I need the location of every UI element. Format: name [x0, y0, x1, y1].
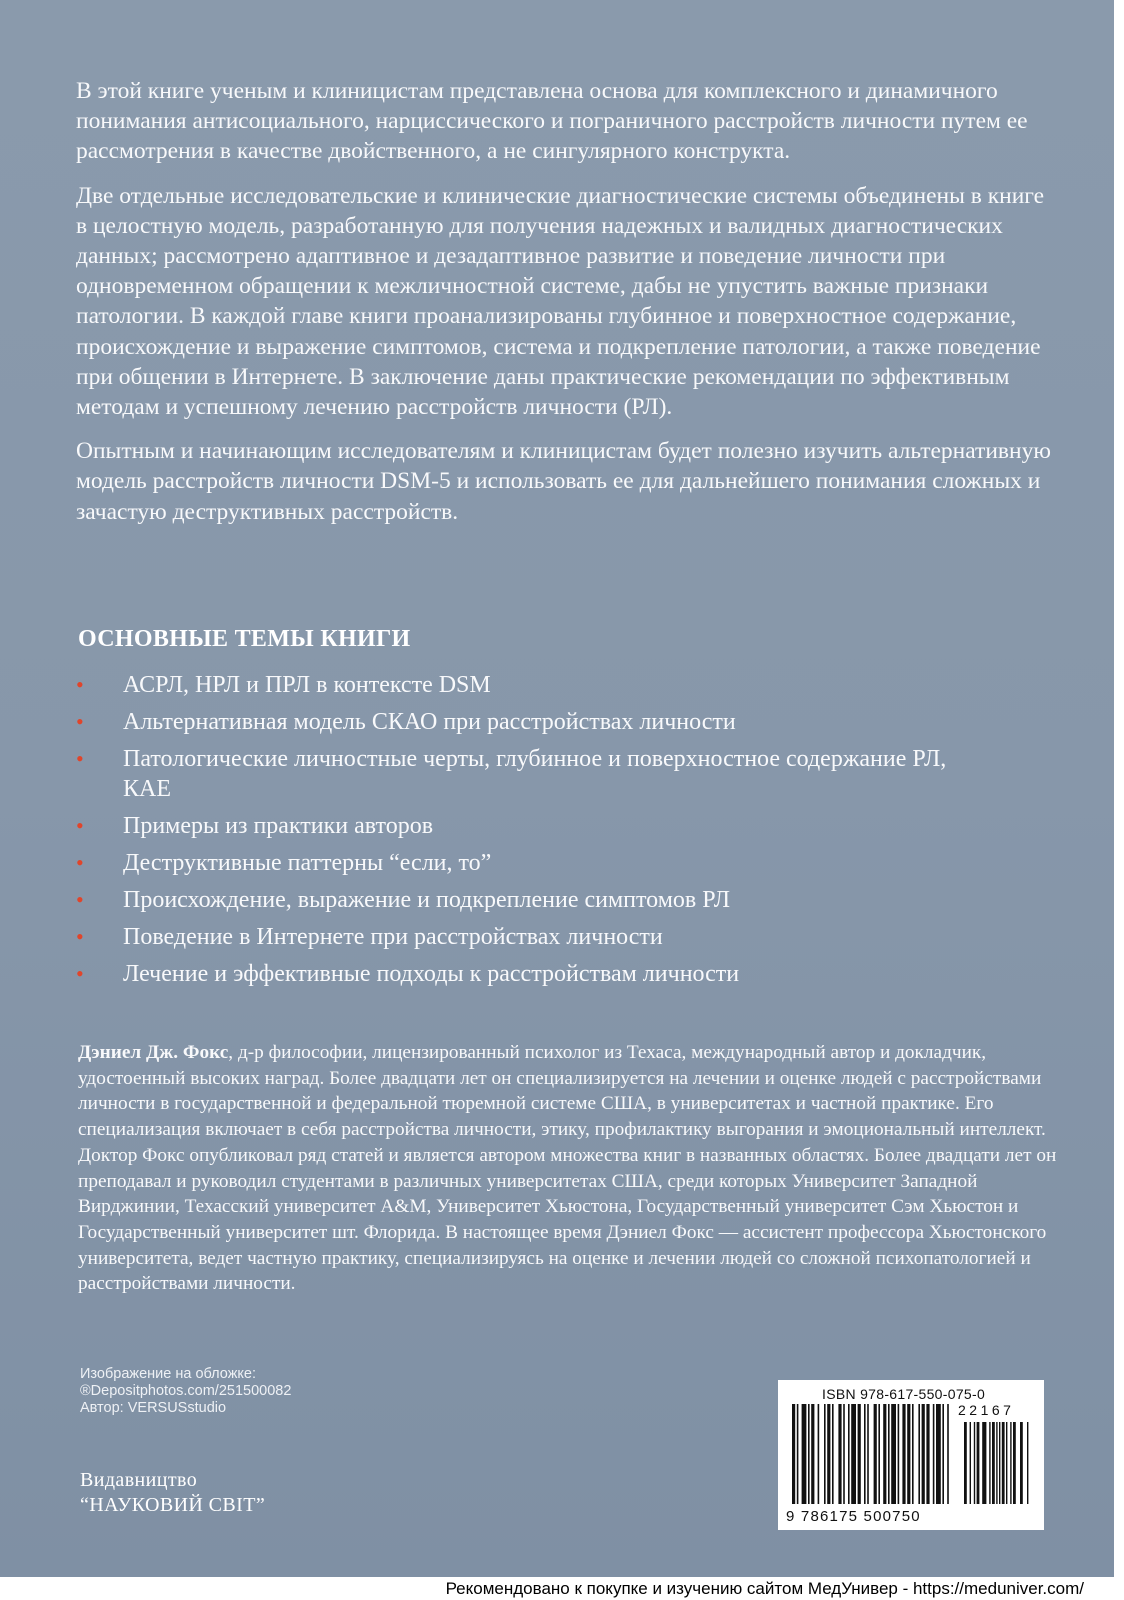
topic-item [76, 848, 976, 878]
isbn-barcode [778, 1380, 1044, 1530]
barcode-bar [843, 1404, 845, 1504]
barcode-bar [827, 1404, 830, 1504]
barcode-bar [878, 1404, 880, 1504]
barcode-bar [874, 1404, 877, 1504]
footer-text: Рекомендовано к покупке и изучению сайтом МедУнивер - https://meduniver.com/ [445, 1579, 1084, 1598]
barcode-bar [883, 1404, 886, 1504]
bullet-icon: • [76, 887, 84, 912]
barcode-addon-digits: 22167 [958, 1402, 1015, 1418]
topic-text: Патологические личностные черты, глубинное и поверхностное содержание РЛ, КАЕ [123, 746, 947, 802]
description [76, 76, 1056, 541]
topic-text: Альтернативная модель СКАО при расстройствах личности [123, 709, 736, 735]
barcode-bar [926, 1404, 929, 1504]
bullet-icon: • [76, 672, 84, 697]
barcode-addon-bar [1010, 1422, 1011, 1504]
credit-line: ®Depositphotos.com/251500082 [80, 1383, 292, 1399]
bullet-icon: • [76, 961, 84, 986]
publisher-name: “НАУКОВИЙ СВІТ” [80, 1494, 266, 1516]
footer-recommendation [0, 1577, 1124, 1600]
barcode-bar [888, 1404, 890, 1504]
barcode-bar [867, 1404, 869, 1504]
barcode-bar [848, 1404, 850, 1504]
barcode-bar [947, 1404, 949, 1504]
topic-item [76, 959, 976, 989]
barcode-bar [933, 1404, 935, 1504]
topic-item [76, 811, 976, 841]
bullet-icon: • [76, 924, 84, 949]
description-paragraph-3: Опытным и начинающим исследователям и клиницистам будет полезно изучить альтернативную модель расстройств личности DSM-5 и использовать ее для дальнейшего понимания сложных и зачастую деструктивных расстройств. [76, 438, 1051, 525]
description-paragraph-2: Две отдельные исследовательские и клинические диагностические системы объединены в книге в целостную модель, разработанную для получения надежных и валидных диагностических данных; рассмотрено адаптивное и дезадаптивное развитие и поведение личности при одновременном обращении к межличностной системе, дабы не упустить важные признаки патологии. В каждой главе книги проанализированы глубинное и поверхностное содержание, происхождение и выражение симптомов, система и подкрепление патологии, а также поведение при общении в Интернете. В заключение даны практические рекомендации по эффективным методам и успешному лечению расстройств личности (РЛ). [76, 182, 1045, 421]
barcode-addon-bar [977, 1422, 980, 1504]
credit-line: Изображение на обложке: [80, 1366, 257, 1382]
barcode-bar [838, 1404, 841, 1504]
author-bio-text: , д-р философии, лицензированный психолог из Техаса, международный автор и докладчик, удостоенный высоких наград. Более двадцати лет он специализируется на лечении и оценке людей с расстройствами личности в государственной и федеральной тюремной системе США, в университетах и частной практике. Его специализация включает в себя расстройства личности, этику, профилактику выгорания и эмоциональный интеллект. Доктор Фокс опубликовал ряд статей и является автором множества книг в названных областях. Более двадцати лет он преподавал и руководил студентами в различных университетах США, среди которых Университет Западной Вирджинии, Техасский университет A&M, Университет Хьюстона, Государственный университет Сэм Хьюстон и Государственный университет шт. Флорида. В настоящее время Дэниел Фокс — ассистент профессора Хьюстонского университета, ведет частную практику, специализируясь на оценке и лечении людей со сложной психопатологией и расстройствами личности. [78, 1042, 1057, 1295]
barcode-bar [912, 1404, 914, 1504]
topic-text: АСРЛ, НРЛ и ПРЛ в контексте DSM [123, 672, 491, 698]
barcode-bar [824, 1404, 826, 1504]
barcode-addon-bar [970, 1422, 971, 1504]
barcode-bar [918, 1404, 920, 1504]
barcode-bar [802, 1404, 807, 1504]
publisher [80, 1468, 265, 1518]
barcode-addon-bar [1020, 1422, 1023, 1504]
topic-text: Поведение в Интернете при расстройствах личности [123, 924, 663, 950]
barcode-addon-bar [1013, 1422, 1016, 1504]
description-paragraph-1: В этой книге ученым и клиницистам представлена основа для комплексного и динамичного понимания антисоциального, нарциссического и пограничного расстройств личности путем ее рассмотрения в качестве двойственного, а не сингулярного конструкта. [76, 78, 1028, 165]
bullet-icon: • [76, 709, 84, 734]
barcode-bars-icon [792, 1404, 1032, 1504]
topic-text: Примеры из практики авторов [123, 813, 434, 839]
barcode-bar [891, 1404, 896, 1504]
barcode-addon-bar [964, 1422, 967, 1504]
barcode-bar [864, 1404, 866, 1504]
topics-heading: ОСНОВНЫЕ ТЕМЫ КНИГИ [78, 626, 411, 652]
barcode-addon-bar [1027, 1422, 1028, 1504]
barcode-bar [898, 1404, 900, 1504]
barcode-bar [942, 1404, 944, 1504]
topic-text: Происхождение, выражение и подкрепление симптомов РЛ [123, 887, 731, 913]
barcode-addon-bar [999, 1422, 1000, 1504]
bullet-icon: • [76, 746, 84, 771]
topic-item [76, 885, 976, 915]
barcode-addon-bar [1006, 1422, 1007, 1504]
credit-line: Автор: VERSUSstudio [80, 1400, 227, 1416]
topic-item [76, 670, 976, 700]
publisher-label: Видавництво [80, 1469, 198, 1491]
barcode-addon-bar [1002, 1422, 1005, 1504]
barcode-bar [792, 1404, 795, 1504]
barcode-bar [818, 1404, 820, 1504]
bullet-icon: • [76, 850, 84, 875]
barcode-addon-bar [989, 1422, 990, 1504]
isbn-number: ISBN 978-617-550-075-0 [822, 1386, 986, 1402]
barcode-bar [811, 1404, 814, 1504]
barcode-bar [808, 1404, 810, 1504]
author-bio [78, 1040, 1078, 1297]
topic-item [76, 922, 976, 952]
barcode-bar [936, 1404, 941, 1504]
barcode-addon-bar [974, 1422, 975, 1504]
cover-image-credit [80, 1366, 291, 1417]
barcode-bar [907, 1404, 910, 1504]
topic-item [76, 707, 976, 737]
barcode-addon-bar [996, 1422, 997, 1504]
topic-item [76, 744, 976, 804]
barcode-bar [797, 1404, 799, 1504]
topics-list [76, 670, 976, 996]
topic-text: Деструктивные паттерны “если, то” [123, 850, 492, 876]
barcode-bar [858, 1404, 861, 1504]
author-name: Дэниел Дж. Фокс [78, 1042, 229, 1063]
barcode-bar [922, 1404, 925, 1504]
topic-text: Лечение и эффективные подходы к расстройствам личности [123, 961, 740, 987]
barcode-bar [832, 1404, 834, 1504]
barcode-addon-bar [982, 1422, 986, 1504]
barcode-bar [902, 1404, 905, 1504]
ean-digits: 9 786175 500750 [786, 1508, 921, 1525]
bullet-icon: • [76, 813, 84, 838]
barcode-bar [851, 1404, 856, 1504]
barcode-addon-bar [992, 1422, 995, 1504]
